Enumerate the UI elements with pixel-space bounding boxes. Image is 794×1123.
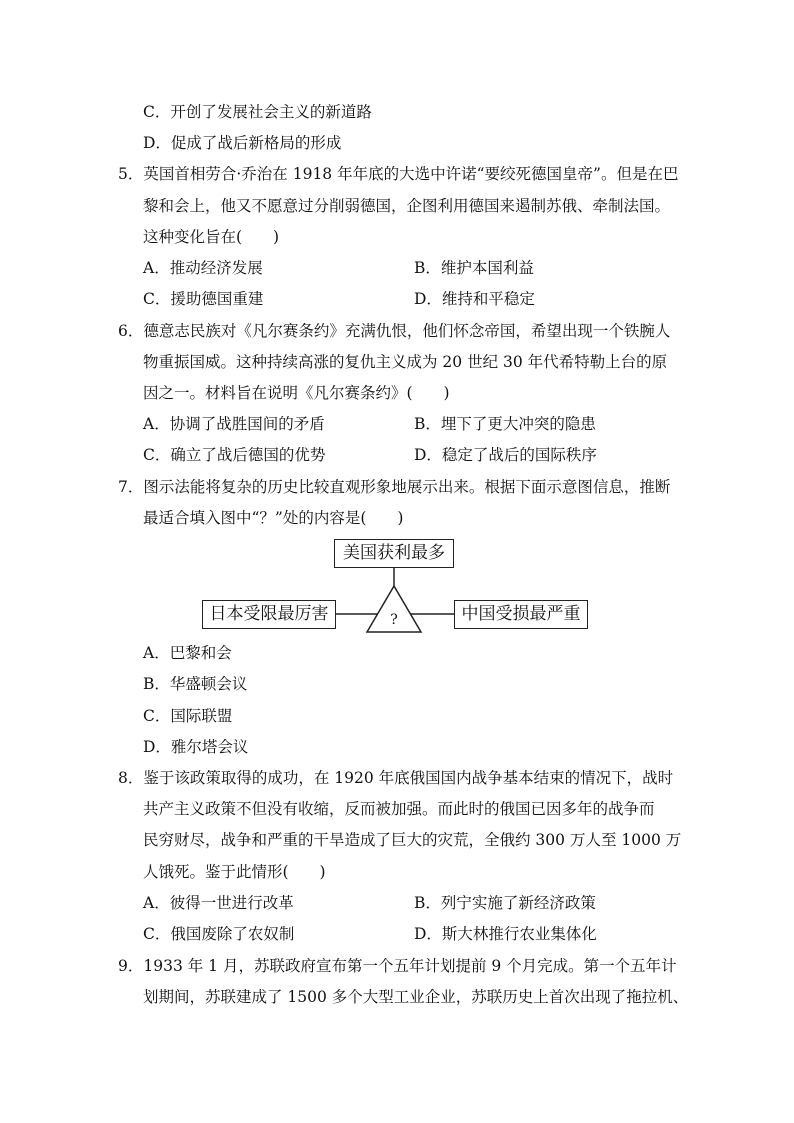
q8-stem-line-1: 8．鉴于该政策取得的成功，在 1920 年底俄国国内战争基本结束的情况下，战时 [118,769,674,787]
q7-option-c: C．国际联盟 [143,707,233,725]
q5-stem-line-3: 这种变化旨在( ) [143,228,280,246]
q7-stem-line-2: 最适合填入图中“？”处的内容是( ) [143,509,404,527]
q4-option-c: C．开创了发展社会主义的新道路 [143,103,372,121]
q8-option-a: A．彼得一世进行改革 [143,894,294,912]
q8-option-d: D．斯大林推行农业集体化 [414,925,597,943]
q6-stem-line-2: 物重振国威。这种持续高涨的复仇主义成为 20 世纪 30 年代希特勒上台的原 [143,353,668,371]
diagram-question-mark: ? [390,612,398,628]
q6-option-d: D．稳定了战后的国际秩序 [414,446,597,464]
q5-stem-line-1: 5．英国首相劳合·乔治在 1918 年年底的大选中许诺“要绞死德国皇帝”。但是在巴 [118,165,679,183]
q9-stem-line-2: 划期间，苏联建成了 1500 多个大型工业企业，苏联历史上首次出现了拖拉机、 [143,988,689,1006]
q5-option-a: A．推动经济发展 [143,259,263,277]
diagram-box-left: 日本受限最厉害 [202,600,336,629]
q7-option-d: D．雅尔塔会议 [143,738,249,756]
q8-stem-line-4: 人饿死。鉴于此情形( ) [143,863,326,881]
q8-stem-line-3: 民穷财尽，战争和严重的干旱造成了巨大的灾荒，全俄约 300 万人至 1000 万 [143,831,682,849]
q4-option-d: D．促成了战后新格局的形成 [143,134,342,152]
q5-option-c: C．援助德国重建 [143,290,264,308]
q6-stem-line-1: 6．德意志民族对《凡尔赛条约》充满仇恨，他们怀念帝国，希望出现一个铁腕人 [118,322,671,340]
diagram-box-right: 中国受损最严重 [454,600,588,629]
q8-option-b: B．列宁实施了新经济政策 [414,894,596,912]
q6-option-b: B．埋下了更大冲突的隐患 [414,415,596,433]
q6-stem-line-3: 因之一。材料旨在说明《凡尔赛条约》( ) [143,384,450,402]
q7-option-b: B．华盛顿会议 [143,675,248,693]
q5-option-d: D．维持和平稳定 [414,290,535,308]
q8-option-c: C．俄国废除了农奴制 [143,925,295,943]
q8-stem-line-2: 共产主义政策不但没有收缩，反而被加强。而此时的俄国已因多年的战争而 [143,800,655,818]
q5-option-b: B．维护本国利益 [414,259,534,277]
q7-option-a: A．巴黎和会 [143,644,232,662]
q7-stem-line-1: 7．图示法能将复杂的历史比较直观形象地展示出来。根据下面示意图信息，推断 [118,478,671,496]
diagram-box-top: 美国获利最多 [334,539,454,568]
q6-option-c: C．确立了战后德国的优势 [143,446,326,464]
q9-stem-line-1: 9．1933 年 1 月，苏联政府宣布第一个五年计划提前 9 个月完成。第一个五年计 [118,957,677,975]
q5-stem-line-2: 黎和会上，他又不愿意过分削弱德国，企图利用德国来遏制苏俄、牵制法国。 [143,197,671,215]
q6-option-a: A．协调了战胜国间的矛盾 [143,415,325,433]
